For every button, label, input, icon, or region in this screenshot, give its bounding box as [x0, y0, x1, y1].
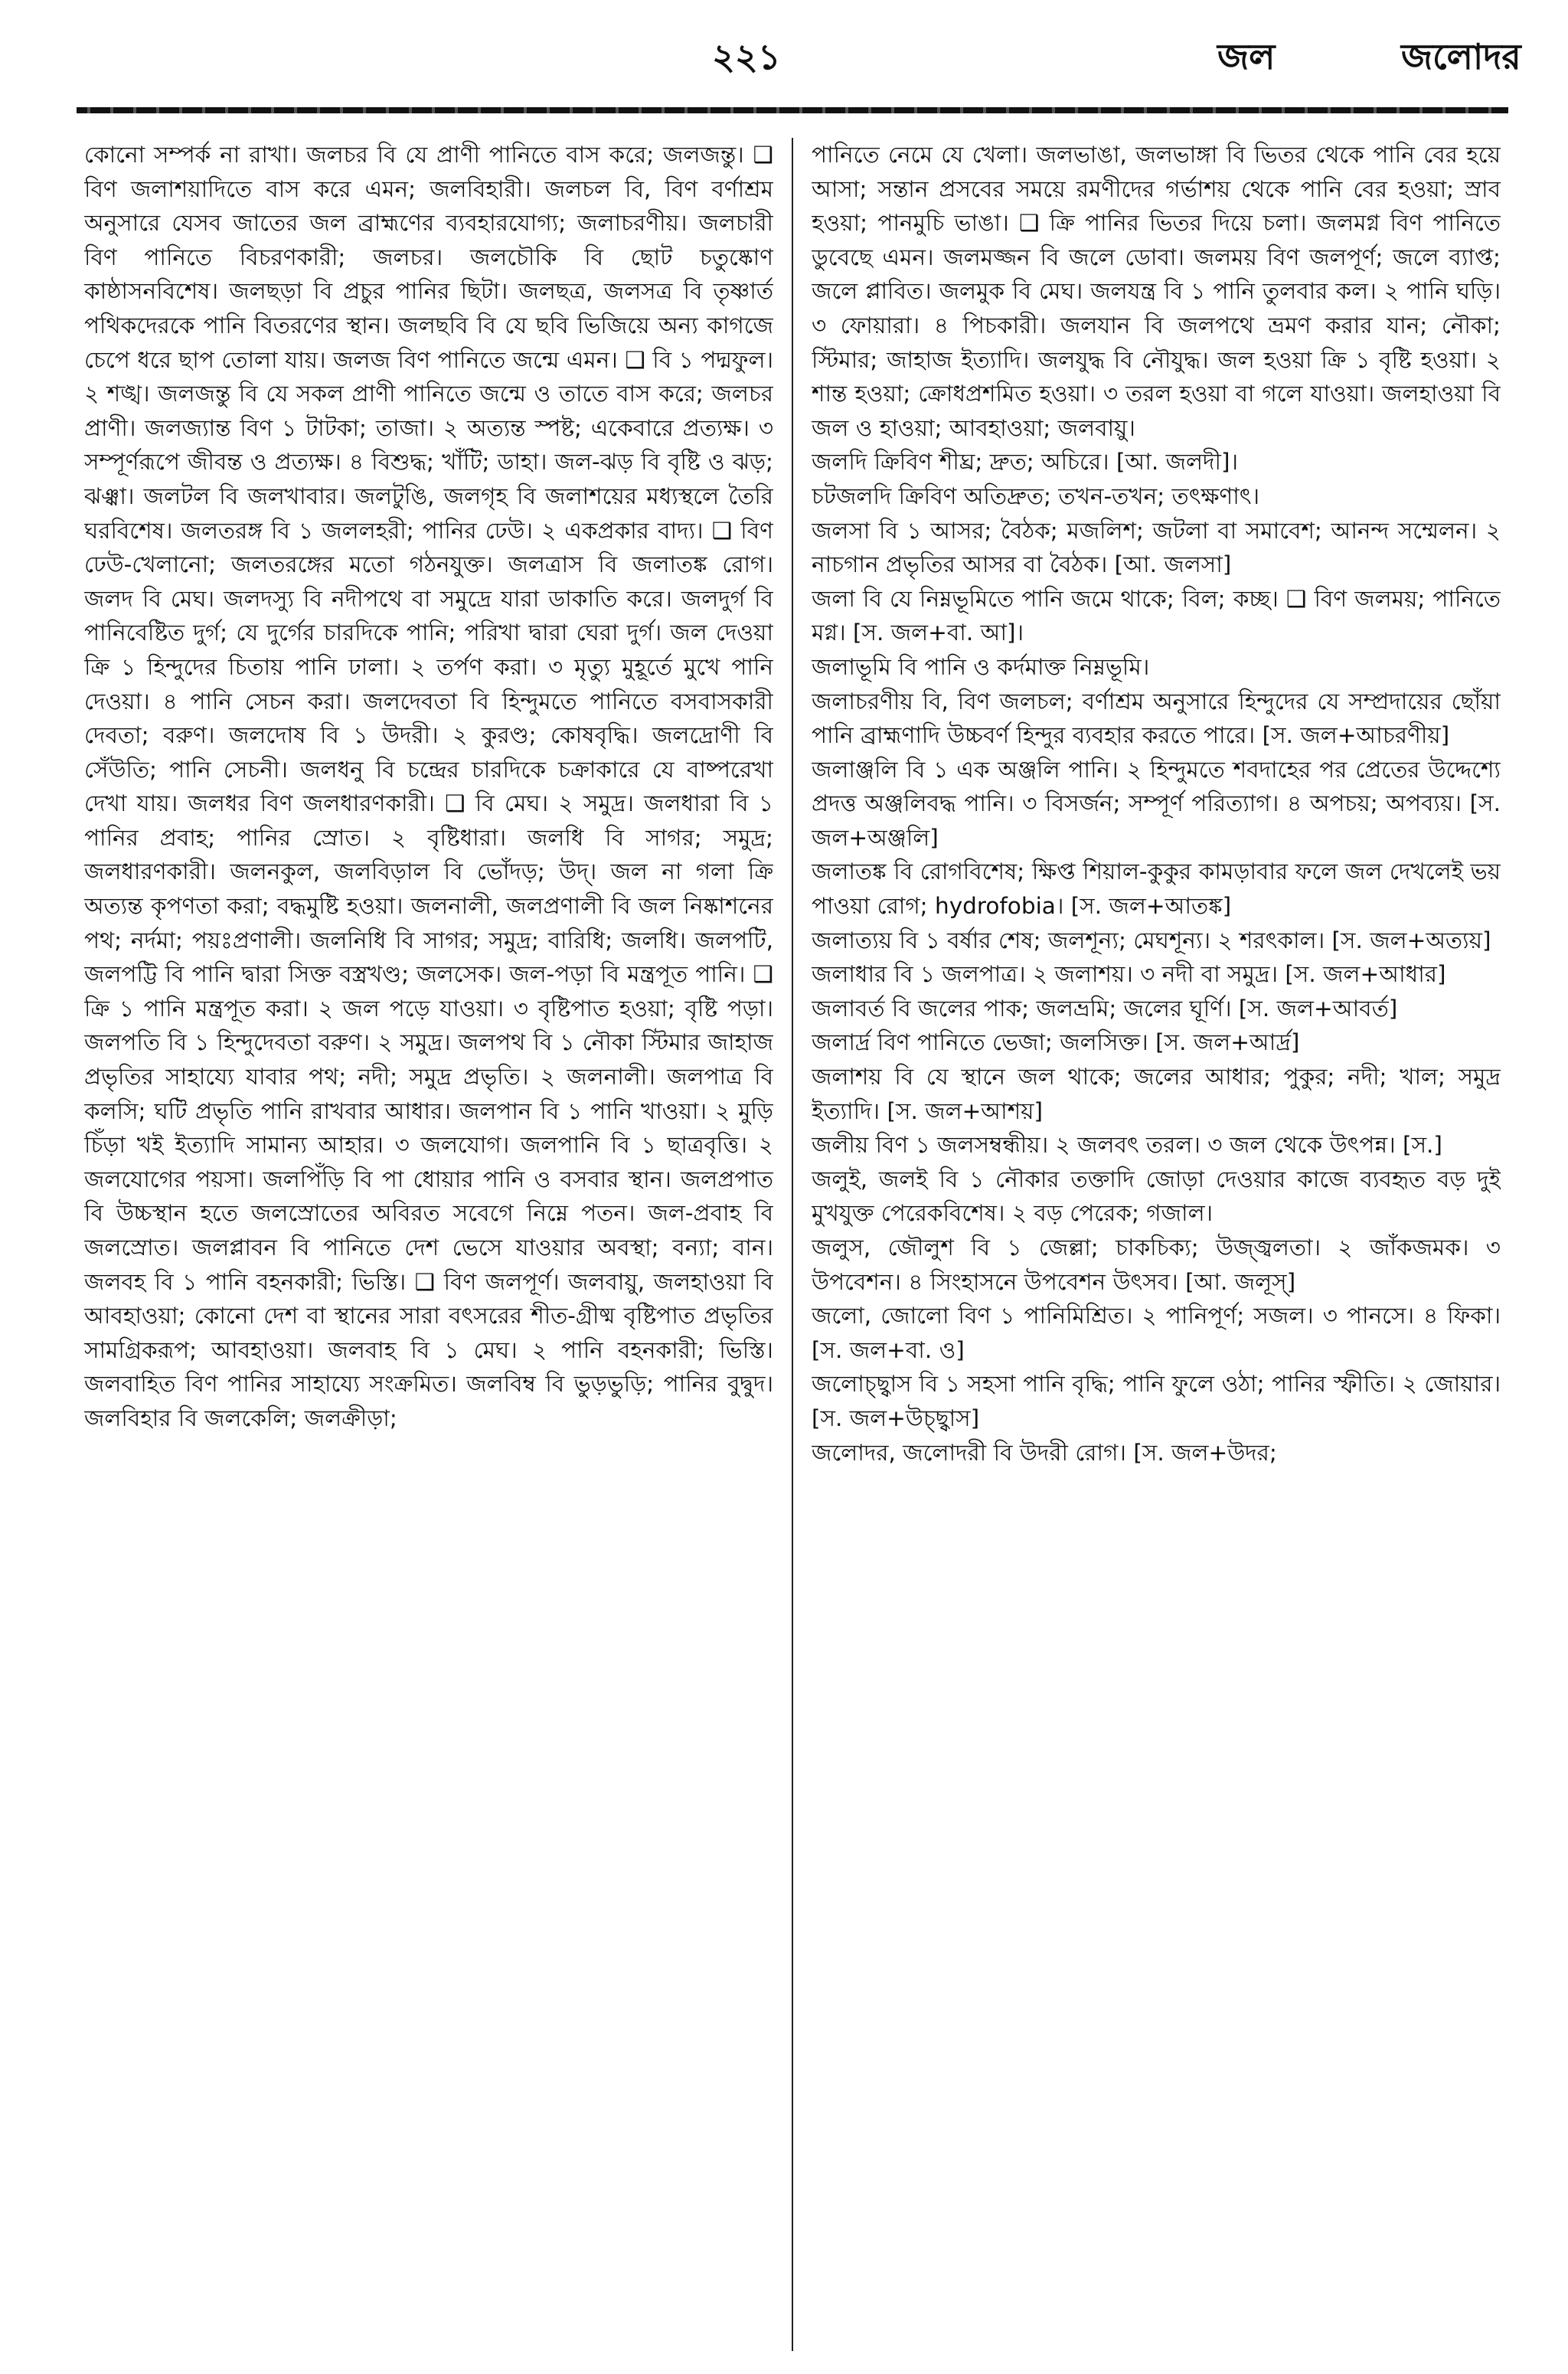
- dictionary-entry: জলো, জোলো বিণ ১ পানিমিশ্রিত। ২ পানিপূর্ণ; সজল। ৩ পানসে। ৪ ফিকা। [স. জল+বা. ও]: [812, 1303, 1501, 1363]
- dictionary-entry: জলাভূমি বি পানি ও কর্দমাক্ত নিম্নভূমি।: [812, 653, 1150, 680]
- dictionary-entry: জলোদর, জলোদরী বি উদরী রোগ। [স. জল+উদর;: [812, 1439, 1277, 1466]
- dictionary-entry: জলাঞ্জলি বি ১ এক অঞ্জলি পানি। ২ হিন্দুমতে শবদাহের পর প্রেতের উদ্দেশ্যে প্রদত্ত অঞ্জলিবদ্ধ পানি। ৩ বিসর্জন; সম্পূর্ণ পরিত্যাগ। ৪ অপচয়; অপব্যয়। [স. জল+অঞ্জলি]: [812, 756, 1501, 851]
- dictionary-entry: জলুই, জলই বি ১ নৌকার তক্তাদি জোড়া দেওয়ার কাজে ব্যবহৃত বড় দুই মুখযুক্ত পেরেকবিশেষ। ২ বড় পেরেক; গজাল।: [812, 1166, 1501, 1227]
- header-rule: [77, 107, 1508, 113]
- dictionary-entry: জলাত্যয় বি ১ বর্ষার শেষ; জলশূন্য; মেঘশূন্য। ২ শরৎকাল। [স. জল+অত্যয়]: [812, 927, 1491, 953]
- page-header: [0, 31, 1568, 100]
- dictionary-entry: জলুস, জৌলুশ বি ১ জেল্লা; চাকচিক্য; উজ্জ্বলতা। ২ জাঁকজমক। ৩ উপবেশন। ৪ সিংহাসনে উপবেশন উৎসব। [আ. জলূস্]: [812, 1234, 1501, 1295]
- dictionary-entry: জলার্দ্র বিণ পানিতে ভেজা; জলসিক্ত। [স. জল+আর্দ্র]: [812, 1029, 1300, 1056]
- dictionary-entry: জলাবর্ত বি জলের পাক; জলভ্রমি; জলের ঘূর্ণি। [স. জল+আবর্ত]: [812, 995, 1398, 1022]
- dictionary-entry: পানিতে নেমে যে খেলা। জলভাঙা, জলভাঙ্গা বি ভিতর থেকে পানি বের হয়ে আসা; সন্তান প্রসবের সময়ে রমণীদের গর্ভাশয় থেকে পানি বের হওয়া; স্রাব হওয়া; পানমুচি ভাঙা। ❑ ক্রি পানির ভিতর দিয়ে চলা। জলমগ্ন বিণ পানিতে ডুবেছে এমন। জলমজ্জন বি জলে ডোবা। জলময় বিণ জলপূর্ণ; জলে ব্যাপ্ত; জলে প্লাবিত। জলমুক বি মেঘ। জলযন্ত্র বি ১ পানি তুলবার কল। ২ পানি ঘড়ি। ৩ ফোয়ারা। ৪ পিচকারী। জলযান বি জলপথে ভ্রমণ করার যান; নৌকা; স্টিমার; জাহাজ ইত্যাদি। জলযুদ্ধ বি নৌযুদ্ধ। জল হওয়া ক্রি ১ বৃষ্টি হওয়া। ২ শান্ত হওয়া; ক্রোধপ্রশমিত হওয়া। ৩ তরল হওয়া বা গলে যাওয়া। জলহাওয়া বি জল ও হাওয়া; আবহাওয়া; জলবায়ু।: [812, 142, 1501, 441]
- guide-word-first: জল: [1217, 36, 1276, 77]
- column-divider: [792, 138, 793, 2351]
- dictionary-entry: জলা বি যে নিম্নভূমিতে পানি জমে থাকে; বিল; কচ্ছ। ❑ বিণ জলময়; পানিতে মগ্ন। [স. জল+বা. আ]।: [812, 585, 1501, 646]
- dictionary-entry: চটজলদি ক্রিবিণ অতিদ্রুত; তখন-তখন; তৎক্ষণাৎ।: [812, 482, 1260, 509]
- page-number: ২২১: [712, 36, 781, 77]
- left-column: [84, 138, 773, 2359]
- dictionary-entry: জলাতঙ্ক বি রোগবিশেষ; ক্ষিপ্ত শিয়াল-কুকুর কামড়াবার ফলে জল দেখলেই ভয় পাওয়া রোগ; hydrofobia। [স. জল+আতঙ্ক]: [812, 858, 1501, 920]
- dictionary-entry: জলোচ্ছ্বাস বি ১ সহসা পানি বৃদ্ধি; পানি ফুলে ওঠা; পানির স্ফীতি। ২ জোয়ার। [স. জল+উচ্ছ্বাস]: [812, 1371, 1501, 1431]
- dictionary-entry: জলাচরণীয় বি, বিণ জলচল; বর্ণাশ্রম অনুসারে হিন্দুদের যে সম্প্রদায়ের ছোঁয়া পানি ব্রাহ্মণাদি উচ্চবর্ণ হিন্দুর ব্যবহার করতে পারে। [স. জল+আচরণীয়]: [812, 688, 1501, 749]
- right-column: [812, 138, 1501, 2359]
- dictionary-entry: কোনো সম্পর্ক না রাখা। জলচর বি যে প্রাণী পানিতে বাস করে; জলজন্তু। ❑ বিণ জলাশয়াদিতে বাস করে এমন; জলবিহারী। জলচল বি, বিণ বর্ণাশ্রম অনুসারে যেসব জাতের জল ব্রাহ্মণের ব্যবহারযোগ্য; জলাচরণীয়। জলচারী বিণ পানিতে বিচরণকারী; জলচর। জলচৌকি বি ছোট চতুষ্কোণ কাষ্ঠাসনবিশেষ। জলছড়া বি প্রচুর পানির ছিটা। জলছত্র, জলসত্র বি তৃষ্ণার্ত পথিকদেরকে পানি বিতরণের স্থান। জলছবি বি যে ছবি ভিজিয়ে অন্য কাগজে চেপে ধরে ছাপ তোলা যায়। জলজ বিণ পানিতে জন্মে এমন। ❑ বি ১ পদ্মফুল। ২ শঙ্খ। জলজন্তু বি যে সকল প্রাণী পানিতে জন্মে ও তাতে বাস করে; জলচর প্রাণী। জলজ্যান্ত বিণ ১ টাটকা; তাজা। ২ অত্যন্ত স্পষ্ট; একেবারে প্রত্যক্ষ। ৩ সম্পূর্ণরূপে জীবন্ত ও প্রত্যক্ষ। ৪ বিশুদ্ধ; খাঁটি; ডাহা। জল-ঝড় বি বৃষ্টি ও ঝড়; ঝঞ্ঝা। জলটল বি জলখাবার। জলটুঙি, জলগৃহ বি জলাশয়ের মধ্যস্থলে তৈরি ঘরবিশেষ। জলতরঙ্গ বি ১ জললহরী; পানির ঢেউ। ২ একপ্রকার বাদ্য। ❑ বিণ ঢেউ-খেলানো; জলতরঙ্গের মতো গঠনযুক্ত। জলত্রাস বি জলাতঙ্ক রোগ। জলদ বি মেঘ। জলদস্যু বি নদীপথে বা সমুদ্রে যারা ডাকাতি করে। জলদুর্গ বি পানিবেষ্টিত দুর্গ; যে দুর্গের চারদিকে পানি; পরিখা দ্বারা ঘেরা দুর্গ। জল দেওয়া ক্রি ১ হিন্দুদের চিতায় পানি ঢালা। ২ তর্পণ করা। ৩ মৃত্যু মুহূর্তে মুখে পানি দেওয়া। ৪ পানি সেচন করা। জলদেবতা বি হিন্দুমতে পানিতে বসবাসকারী দেবতা; বরুণ। জলদোষ বি ১ উদরী। ২ কুরণ্ড; কোষবৃদ্ধি। জলদ্রোণী বি সেঁউতি; পানি সেচনী। জলধনু বি চন্দ্রের চারদিকে চক্রাকারে যে বাষ্পরেখা দেখা যায়। জলধর বিণ জলধারণকারী। ❑ বি মেঘ। ২ সমুদ্র। জলধারা বি ১ পানির প্রবাহ; পানির স্রোত। ২ বৃষ্টিধারা। জলধি বি সাগর; সমুদ্র; জলধারণকারী। জলনকুল, জলবিড়াল বি ভোঁদড়; উদ্‌। জল না গলা ক্রি অত্যন্ত কৃপণতা করা; বদ্ধমুষ্টি হওয়া। জলনালী, জলপ্রণালী বি জল নিষ্কাশনের পথ; নর্দমা; পয়ঃপ্রণালী। জলনিধি বি সাগর; সমুদ্র; বারিধি; জলধি। জলপটি, জলপট্টি বি পানি দ্বারা সিক্ত বস্ত্রখণ্ড; জলসেক। জল-পড়া বি মন্ত্রপূত পানি। ❑ ক্রি ১ পানি মন্ত্রপূত করা। ২ জল পড়ে যাওয়া। ৩ বৃষ্টিপাত হওয়া; বৃষ্টি পড়া। জলপতি বি ১ হিন্দুদেবতা বরুণ। ২ সমুদ্র। জলপথ বি ১ নৌকা স্টিমার জাহাজ প্রভৃতির সাহায্যে যাবার পথ; নদী; সমুদ্র প্রভৃতি। ২ জলনালী। জলপাত্র বি কলসি; ঘটি প্রভৃতি পানি রাখবার আধার। জলপান বি ১ পানি খাওয়া। ২ মুড়ি চিঁড়া খই ইত্যাদি সামান্য আহার। ৩ জলযোগ। জলপানি বি ১ ছাত্রবৃত্তি। ২ জলযোগের পয়সা। জলপিঁড়ি বি পা ধোয়ার পানি ও বসবার স্থান। জলপ্রপাত বি উচ্চস্থান হতে জলস্রোতের অবিরত সবেগে নিম্নে পতন। জল-প্রবাহ বি জলস্রোত। জলপ্লাবন বি পানিতে দেশ ভেসে যাওয়ার অবস্থা; বন্যা; বান। জলবহ বি ১ পানি বহনকারী; ভিস্তি। ❑ বিণ জলপূর্ণ। জলবায়ু, জলহাওয়া বি আবহাওয়া; কোনো দেশ বা স্থানের সারা বৎসরের শীত-গ্রীষ্ম বৃষ্টিপাত প্রভৃতির সামগ্রিকরূপ; আবহাওয়া। জলবাহ বি ১ মেঘ। ২ পানি বহনকারী; ভিস্তি। জলবাহিত বিণ পানির সাহায্যে সংক্রমিত। জলবিম্ব বি ভুড়ভুড়ি; পানির বুদ্বুদ। জলবিহার বি জলকেলি; জলক্রীড়া;: [84, 142, 773, 1431]
- guide-word-last: জলোদর: [1401, 36, 1521, 77]
- dictionary-entry: জলীয় বিণ ১ জলসম্বন্ধীয়। ২ জলবৎ তরল। ৩ জল থেকে উৎপন্ন। [স.]: [812, 1132, 1442, 1159]
- dictionary-entry: জলদি ক্রিবিণ শীঘ্র; দ্রুত; অচিরে। [আ. জলদী]।: [812, 449, 1239, 476]
- dictionary-entry: জলসা বি ১ আসর; বৈঠক; মজলিশ; জটলা বা সমাবেশ; আনন্দ সম্মেলন। ২ নাচগান প্রভৃতির আসর বা বৈঠক। [আ. জলসা]: [812, 517, 1501, 578]
- dictionary-entry: জলাধার বি ১ জলপাত্র। ২ জলাশয়। ৩ নদী বা সমুদ্র। [স. জল+আধার]: [812, 961, 1446, 988]
- dictionary-entry: জলাশয় বি যে স্থানে জল থাকে; জলের আধার; পুকুর; নদী; খাল; সমুদ্র ইত্যাদি। [স. জল+আশয়]: [812, 1064, 1501, 1124]
